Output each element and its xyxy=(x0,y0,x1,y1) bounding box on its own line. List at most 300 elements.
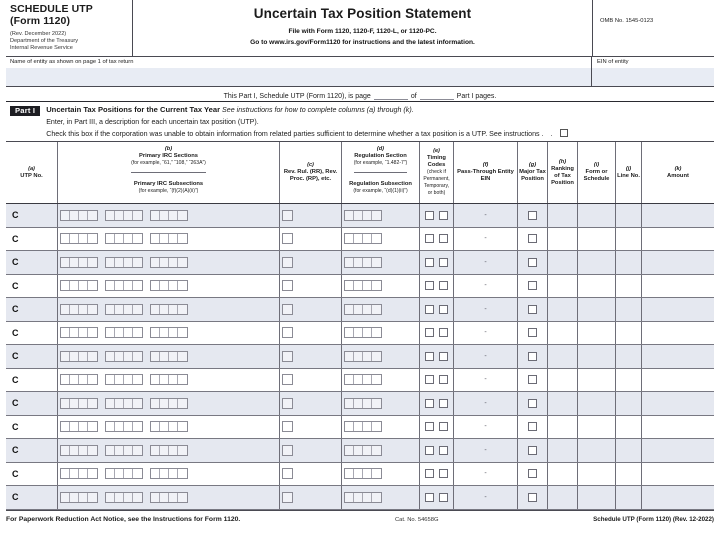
cell-ranking[interactable] xyxy=(548,345,578,368)
cell-rev-rul[interactable] xyxy=(280,392,342,415)
column-header-d xyxy=(342,142,420,203)
cell-passthrough-ein[interactable] xyxy=(454,298,518,321)
timing-permanent-checkbox[interactable] xyxy=(425,258,434,267)
character-entry-boxes[interactable] xyxy=(105,421,143,432)
character-entry-boxes[interactable] xyxy=(105,374,143,385)
major-tax-position-checkbox[interactable] xyxy=(528,469,537,478)
character-entry-boxes[interactable] xyxy=(344,210,382,221)
timing-permanent-checkbox[interactable] xyxy=(425,281,434,290)
timing-temporary-checkbox[interactable] xyxy=(439,352,448,361)
cell-regulation-section[interactable] xyxy=(342,228,420,251)
cell-regulation-section[interactable] xyxy=(342,416,420,439)
cell-ranking[interactable] xyxy=(548,204,578,227)
part-one-heading: Uncertain Tax Positions for the Current Tax Year xyxy=(46,105,221,114)
cell-passthrough-ein[interactable] xyxy=(454,463,518,486)
cell-line-no[interactable] xyxy=(616,345,642,368)
cell-form-or-schedule[interactable] xyxy=(578,298,616,321)
cell-passthrough-ein[interactable] xyxy=(454,345,518,368)
character-entry-boxes[interactable] xyxy=(282,374,293,385)
cell-amount[interactable] xyxy=(642,298,714,321)
table-row xyxy=(6,251,714,275)
cell-utp-no[interactable]: C xyxy=(6,228,58,251)
character-entry-boxes[interactable] xyxy=(282,468,293,479)
timing-temporary-checkbox[interactable] xyxy=(439,328,448,337)
cell-passthrough-ein[interactable] xyxy=(454,275,518,298)
cell-utp-no[interactable]: C xyxy=(6,416,58,439)
character-entry-boxes[interactable] xyxy=(344,257,382,268)
cell-utp-no[interactable]: C xyxy=(6,204,58,227)
character-entry-boxes[interactable] xyxy=(105,327,143,338)
entry-box-group xyxy=(60,304,188,315)
cell-rev-rul[interactable] xyxy=(280,204,342,227)
page-title: Uncertain Tax Position Statement xyxy=(253,6,472,21)
character-entry-boxes[interactable] xyxy=(344,398,382,409)
character-entry-boxes[interactable] xyxy=(282,210,293,221)
cell-utp-no[interactable]: C xyxy=(6,298,58,321)
character-entry-boxes[interactable] xyxy=(150,210,188,221)
page-of-prefix: This Part I, Schedule UTP (Form 1120), is page xyxy=(223,93,371,100)
timing-temporary-checkbox[interactable] xyxy=(439,258,448,267)
timing-temporary-checkbox[interactable] xyxy=(439,469,448,478)
passthrough-ein-value: - xyxy=(484,211,487,219)
timing-permanent-checkbox[interactable] xyxy=(425,211,434,220)
timing-permanent-checkbox[interactable] xyxy=(425,234,434,243)
cell-ranking[interactable] xyxy=(548,369,578,392)
header-left-block xyxy=(6,0,133,56)
cell-amount[interactable] xyxy=(642,369,714,392)
cell-line-no[interactable] xyxy=(616,228,642,251)
timing-temporary-checkbox[interactable] xyxy=(439,375,448,384)
cell-amount[interactable] xyxy=(642,228,714,251)
cell-irc-sections[interactable] xyxy=(58,369,280,392)
cell-rev-rul[interactable] xyxy=(280,439,342,462)
page-number-input[interactable] xyxy=(374,92,408,100)
cell-major-tax-position xyxy=(518,486,548,509)
character-entry-boxes[interactable] xyxy=(344,421,382,432)
cell-major-tax-position xyxy=(518,204,548,227)
table-row xyxy=(6,275,714,299)
cell-utp-no[interactable]: C xyxy=(6,369,58,392)
cell-irc-sections[interactable] xyxy=(58,345,280,368)
cell-irc-sections[interactable] xyxy=(58,298,280,321)
character-entry-boxes[interactable] xyxy=(60,327,98,338)
timing-permanent-checkbox[interactable] xyxy=(425,399,434,408)
major-tax-position-checkbox[interactable] xyxy=(528,258,537,267)
column-letter-e: (e) xyxy=(433,148,440,154)
timing-checkbox-pair xyxy=(422,281,451,290)
entry-box-group xyxy=(60,257,188,268)
utp-table-body xyxy=(6,204,714,510)
timing-temporary-checkbox[interactable] xyxy=(439,234,448,243)
character-entry-boxes[interactable] xyxy=(60,280,98,291)
cell-rev-rul[interactable] xyxy=(280,416,342,439)
cell-ranking[interactable] xyxy=(548,251,578,274)
column-letter-j: (j) xyxy=(625,165,632,172)
cell-line-no[interactable] xyxy=(616,486,642,509)
cell-amount[interactable] xyxy=(642,463,714,486)
character-entry-boxes[interactable] xyxy=(344,445,382,456)
character-entry-boxes[interactable] xyxy=(344,304,382,315)
character-entry-boxes[interactable] xyxy=(150,327,188,338)
cell-form-or-schedule[interactable] xyxy=(578,463,616,486)
major-tax-position-checkbox[interactable] xyxy=(528,446,537,455)
cell-amount[interactable] xyxy=(642,486,714,509)
cell-passthrough-ein[interactable] xyxy=(454,369,518,392)
cell-regulation-section[interactable] xyxy=(342,463,420,486)
timing-temporary-checkbox[interactable] xyxy=(439,305,448,314)
entry-box-group xyxy=(344,492,382,503)
timing-temporary-checkbox[interactable] xyxy=(439,281,448,290)
timing-temporary-checkbox[interactable] xyxy=(439,446,448,455)
cell-regulation-section[interactable] xyxy=(342,345,420,368)
timing-permanent-checkbox[interactable] xyxy=(425,305,434,314)
character-entry-boxes[interactable] xyxy=(60,374,98,385)
character-entry-boxes[interactable] xyxy=(344,468,382,479)
form-footer xyxy=(6,510,714,527)
header-right-block xyxy=(592,0,714,56)
cell-utp-no[interactable]: C xyxy=(6,322,58,345)
entry-box-group xyxy=(344,468,382,479)
cell-amount[interactable] xyxy=(642,416,714,439)
column-header-d-bottom xyxy=(349,173,412,204)
cell-utp-no[interactable]: C xyxy=(6,486,58,509)
omb-number: OMB No. 1545-0123 xyxy=(600,18,654,24)
column-header-h xyxy=(548,142,578,203)
character-entry-boxes[interactable] xyxy=(282,233,293,244)
character-entry-boxes[interactable] xyxy=(60,304,98,315)
character-entry-boxes[interactable] xyxy=(150,233,188,244)
character-entry-boxes[interactable] xyxy=(344,374,382,385)
cell-passthrough-ein[interactable] xyxy=(454,486,518,509)
cell-ranking[interactable] xyxy=(548,275,578,298)
page-total-input[interactable] xyxy=(420,92,454,100)
passthrough-ein-value: - xyxy=(484,352,487,360)
timing-checkbox-pair xyxy=(422,328,451,337)
character-entry-boxes[interactable] xyxy=(105,351,143,362)
cell-rev-rul[interactable] xyxy=(280,322,342,345)
passthrough-ein-value: - xyxy=(484,305,487,313)
table-row xyxy=(6,486,714,510)
cell-regulation-section[interactable] xyxy=(342,322,420,345)
character-entry-boxes[interactable] xyxy=(344,351,382,362)
character-entry-boxes[interactable] xyxy=(60,445,98,456)
cell-irc-sections[interactable] xyxy=(58,392,280,415)
cell-passthrough-ein[interactable] xyxy=(454,392,518,415)
table-row xyxy=(6,416,714,440)
character-entry-boxes[interactable] xyxy=(105,304,143,315)
character-entry-boxes[interactable] xyxy=(60,351,98,362)
character-entry-boxes[interactable] xyxy=(60,492,98,503)
character-entry-boxes[interactable] xyxy=(105,492,143,503)
cell-utp-no[interactable]: C xyxy=(6,275,58,298)
cell-regulation-section[interactable] xyxy=(342,486,420,509)
cell-form-or-schedule[interactable] xyxy=(578,392,616,415)
character-entry-boxes[interactable] xyxy=(150,257,188,268)
part-one-block xyxy=(6,101,714,142)
cell-timing-codes xyxy=(420,298,454,321)
cell-utp-no[interactable]: C xyxy=(6,345,58,368)
timing-temporary-checkbox[interactable] xyxy=(439,399,448,408)
major-tax-position-checkbox[interactable] xyxy=(528,422,537,431)
column-example-b: (for example, “61,” “108,” “263A”) xyxy=(131,160,206,167)
column-header-c xyxy=(280,142,342,203)
cell-amount[interactable] xyxy=(642,204,714,227)
timing-checkbox-pair xyxy=(422,375,451,384)
cell-passthrough-ein[interactable] xyxy=(454,204,518,227)
passthrough-ein-value: - xyxy=(484,329,487,337)
table-row xyxy=(6,204,714,228)
character-entry-boxes[interactable] xyxy=(150,304,188,315)
major-checkbox-wrap xyxy=(520,446,545,455)
cell-amount[interactable] xyxy=(642,392,714,415)
timing-temporary-checkbox[interactable] xyxy=(439,211,448,220)
cell-irc-sections[interactable] xyxy=(58,439,280,462)
cell-passthrough-ein[interactable] xyxy=(454,416,518,439)
cell-amount[interactable] xyxy=(642,275,714,298)
cell-line-no[interactable] xyxy=(616,204,642,227)
character-entry-boxes[interactable] xyxy=(282,398,293,409)
cell-form-or-schedule[interactable] xyxy=(578,251,616,274)
table-column-headers xyxy=(6,142,714,204)
character-entry-boxes[interactable] xyxy=(344,327,382,338)
major-checkbox-wrap xyxy=(520,234,545,243)
timing-permanent-checkbox[interactable] xyxy=(425,469,434,478)
cell-regulation-section[interactable] xyxy=(342,275,420,298)
cell-rev-rul[interactable] xyxy=(280,369,342,392)
major-tax-position-checkbox[interactable] xyxy=(528,211,537,220)
cell-line-no[interactable] xyxy=(616,416,642,439)
goto-url-text[interactable]: Go to www.irs.gov/Form1120 for instructions and the latest information. xyxy=(250,38,475,46)
cell-utp-no[interactable]: C xyxy=(6,463,58,486)
cell-irc-sections[interactable] xyxy=(58,204,280,227)
cell-utp-no[interactable]: C xyxy=(6,392,58,415)
character-entry-boxes[interactable] xyxy=(282,445,293,456)
cell-timing-codes xyxy=(420,275,454,298)
character-entry-boxes[interactable] xyxy=(150,421,188,432)
cell-form-or-schedule[interactable] xyxy=(578,322,616,345)
character-entry-boxes[interactable] xyxy=(105,280,143,291)
character-entry-boxes[interactable] xyxy=(105,445,143,456)
column-subexample-b: (for example, “(f)(2)(A)(ii)”) xyxy=(138,187,199,194)
major-tax-position-checkbox[interactable] xyxy=(528,305,537,314)
character-entry-boxes[interactable] xyxy=(282,492,293,503)
cell-major-tax-position xyxy=(518,369,548,392)
major-tax-position-checkbox[interactable] xyxy=(528,375,537,384)
cell-line-no[interactable] xyxy=(616,298,642,321)
character-entry-boxes[interactable] xyxy=(344,280,382,291)
character-entry-boxes[interactable] xyxy=(282,280,293,291)
character-entry-boxes[interactable] xyxy=(150,445,188,456)
cell-rev-rul[interactable] xyxy=(280,345,342,368)
entry-box-group xyxy=(60,374,188,385)
character-entry-boxes[interactable] xyxy=(60,421,98,432)
form-reference: Schedule UTP (Form 1120) (Rev. 12-2022) xyxy=(593,516,714,523)
cell-form-or-schedule[interactable] xyxy=(578,204,616,227)
timing-permanent-checkbox[interactable] xyxy=(425,375,434,384)
character-entry-boxes[interactable] xyxy=(105,257,143,268)
cell-ranking[interactable] xyxy=(548,298,578,321)
related-parties-checkbox[interactable] xyxy=(560,129,568,137)
cell-rev-rul[interactable] xyxy=(280,298,342,321)
entity-name-field[interactable] xyxy=(6,57,592,86)
character-entry-boxes[interactable] xyxy=(150,492,188,503)
column-name-c: Rev. Rul. (RR), Rev. Proc. (RP), etc. xyxy=(283,169,338,182)
character-entry-boxes[interactable] xyxy=(282,327,293,338)
character-entry-boxes[interactable] xyxy=(344,492,382,503)
cell-form-or-schedule[interactable] xyxy=(578,416,616,439)
character-entry-boxes[interactable] xyxy=(282,351,293,362)
column-header-b xyxy=(58,142,280,203)
major-tax-position-checkbox[interactable] xyxy=(528,234,537,243)
column-letter-i: (i) xyxy=(593,162,600,168)
timing-permanent-checkbox[interactable] xyxy=(425,493,434,502)
table-row xyxy=(6,228,714,252)
character-entry-boxes[interactable] xyxy=(105,233,143,244)
character-entry-boxes[interactable] xyxy=(60,468,98,479)
cell-ranking[interactable] xyxy=(548,392,578,415)
cell-irc-sections[interactable] xyxy=(58,275,280,298)
cell-regulation-section[interactable] xyxy=(342,298,420,321)
cell-amount[interactable] xyxy=(642,439,714,462)
cell-line-no[interactable] xyxy=(616,322,642,345)
cell-rev-rul[interactable] xyxy=(280,251,342,274)
character-entry-boxes[interactable] xyxy=(150,351,188,362)
cell-line-no[interactable] xyxy=(616,275,642,298)
part-one-instructions xyxy=(46,104,714,139)
cell-rev-rul[interactable] xyxy=(280,486,342,509)
cell-regulation-section[interactable] xyxy=(342,392,420,415)
cell-line-no[interactable] xyxy=(616,463,642,486)
timing-temporary-checkbox[interactable] xyxy=(439,422,448,431)
cell-form-or-schedule[interactable] xyxy=(578,486,616,509)
timing-checkbox-pair xyxy=(422,234,451,243)
cell-form-or-schedule[interactable] xyxy=(578,275,616,298)
cell-irc-sections[interactable] xyxy=(58,228,280,251)
passthrough-ein-value: - xyxy=(484,423,487,431)
major-tax-position-checkbox[interactable] xyxy=(528,352,537,361)
character-entry-boxes[interactable] xyxy=(105,468,143,479)
column-name-d: Regulation Section xyxy=(354,153,407,160)
cell-line-no[interactable] xyxy=(616,439,642,462)
timing-temporary-checkbox[interactable] xyxy=(439,493,448,502)
cell-timing-codes xyxy=(420,322,454,345)
cell-regulation-section[interactable] xyxy=(342,204,420,227)
character-entry-boxes[interactable] xyxy=(150,468,188,479)
timing-permanent-checkbox[interactable] xyxy=(425,328,434,337)
cell-rev-rul[interactable] xyxy=(280,463,342,486)
cell-passthrough-ein[interactable] xyxy=(454,439,518,462)
cell-amount[interactable] xyxy=(642,322,714,345)
timing-permanent-checkbox[interactable] xyxy=(425,352,434,361)
cell-utp-no[interactable]: C xyxy=(6,251,58,274)
column-letter-h: (h) xyxy=(558,158,567,165)
cell-ranking[interactable] xyxy=(548,463,578,486)
entry-box-group xyxy=(60,280,188,291)
major-tax-position-checkbox[interactable] xyxy=(528,399,537,408)
cell-utp-no[interactable]: C xyxy=(6,439,58,462)
cell-form-or-schedule[interactable] xyxy=(578,439,616,462)
entry-box-group xyxy=(60,210,188,221)
entry-box-group xyxy=(60,351,188,362)
cell-ranking[interactable] xyxy=(548,322,578,345)
cell-irc-sections[interactable] xyxy=(58,322,280,345)
cell-irc-sections[interactable] xyxy=(58,416,280,439)
cell-amount[interactable] xyxy=(642,251,714,274)
cell-ranking[interactable] xyxy=(548,439,578,462)
major-checkbox-wrap xyxy=(520,305,545,314)
cell-form-or-schedule[interactable] xyxy=(578,345,616,368)
timing-checkbox-pair xyxy=(422,422,451,431)
character-entry-boxes[interactable] xyxy=(282,421,293,432)
table-row xyxy=(6,369,714,393)
character-entry-boxes[interactable] xyxy=(150,398,188,409)
entity-row xyxy=(6,57,714,87)
timing-permanent-checkbox[interactable] xyxy=(425,446,434,455)
cell-ranking[interactable] xyxy=(548,228,578,251)
entry-box-group xyxy=(344,233,382,244)
character-entry-boxes[interactable] xyxy=(282,304,293,315)
cell-irc-sections[interactable] xyxy=(58,463,280,486)
character-entry-boxes[interactable] xyxy=(150,280,188,291)
character-entry-boxes[interactable] xyxy=(60,398,98,409)
column-name-a: UTP No. xyxy=(20,172,43,179)
cell-rev-rul[interactable] xyxy=(280,275,342,298)
timing-permanent-checkbox[interactable] xyxy=(425,422,434,431)
cell-irc-sections[interactable] xyxy=(58,486,280,509)
cell-ranking[interactable] xyxy=(548,416,578,439)
part-one-heading-italic: See instructions for how to complete columns (a) through (k). xyxy=(222,106,414,114)
cell-amount[interactable] xyxy=(642,345,714,368)
cell-line-no[interactable] xyxy=(616,251,642,274)
cell-line-no[interactable] xyxy=(616,369,642,392)
cell-major-tax-position xyxy=(518,275,548,298)
table-row xyxy=(6,322,714,346)
cell-regulation-section[interactable] xyxy=(342,439,420,462)
file-with-text: File with Form 1120, 1120-F, 1120-L, or 1120-PC. xyxy=(288,28,437,35)
character-entry-boxes[interactable] xyxy=(60,257,98,268)
cell-rev-rul[interactable] xyxy=(280,228,342,251)
major-tax-position-checkbox[interactable] xyxy=(528,281,537,290)
cell-regulation-section[interactable] xyxy=(342,251,420,274)
character-entry-boxes[interactable] xyxy=(282,257,293,268)
character-entry-boxes[interactable] xyxy=(60,233,98,244)
cell-form-or-schedule[interactable] xyxy=(578,228,616,251)
cell-passthrough-ein[interactable] xyxy=(454,251,518,274)
entity-ein-field[interactable] xyxy=(592,57,714,86)
cell-passthrough-ein[interactable] xyxy=(454,228,518,251)
character-entry-boxes[interactable] xyxy=(150,374,188,385)
cell-passthrough-ein[interactable] xyxy=(454,322,518,345)
timing-checkbox-pair xyxy=(422,399,451,408)
entity-ein-label: EIN of entity xyxy=(597,59,629,65)
character-entry-boxes[interactable] xyxy=(105,210,143,221)
cell-ranking[interactable] xyxy=(548,486,578,509)
cell-line-no[interactable] xyxy=(616,392,642,415)
major-tax-position-checkbox[interactable] xyxy=(528,493,537,502)
character-entry-boxes[interactable] xyxy=(344,233,382,244)
character-entry-boxes[interactable] xyxy=(60,210,98,221)
timing-checkbox-pair xyxy=(422,469,451,478)
cell-irc-sections[interactable] xyxy=(58,251,280,274)
cell-form-or-schedule[interactable] xyxy=(578,369,616,392)
major-checkbox-wrap xyxy=(520,399,545,408)
passthrough-ein-value: - xyxy=(484,493,487,501)
major-tax-position-checkbox[interactable] xyxy=(528,328,537,337)
entry-box-group xyxy=(344,421,382,432)
character-entry-boxes[interactable] xyxy=(105,398,143,409)
cell-major-tax-position xyxy=(518,298,548,321)
cell-regulation-section[interactable] xyxy=(342,369,420,392)
